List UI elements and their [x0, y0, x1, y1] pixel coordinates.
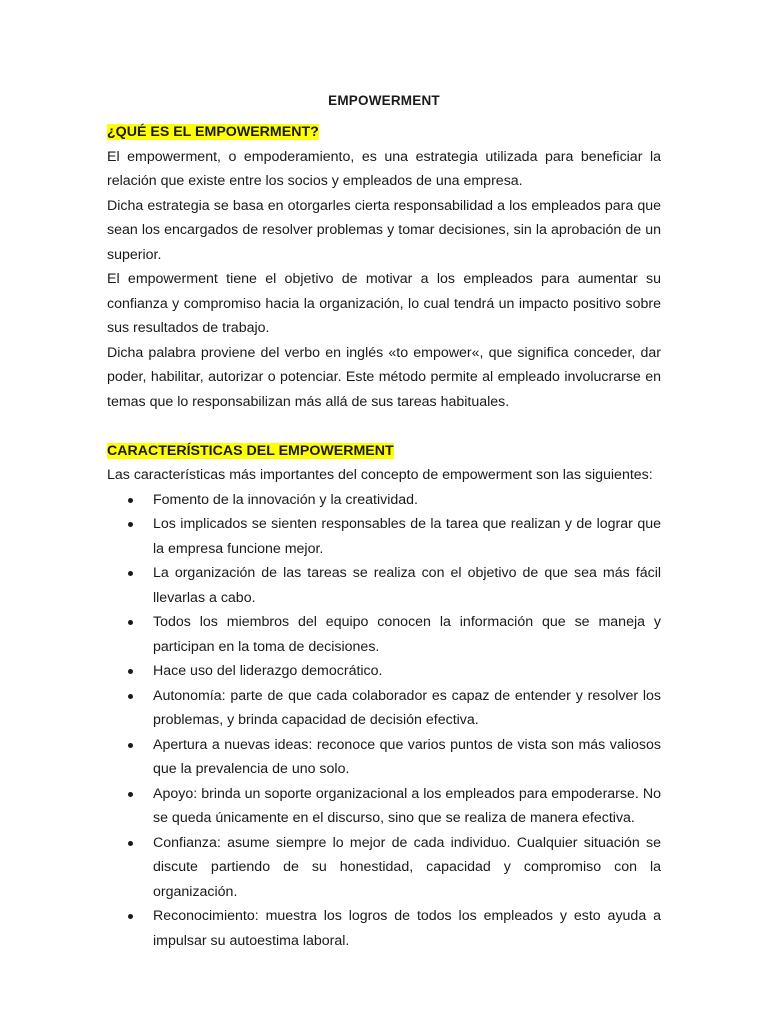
list-item-text: Fomento de la innovación y la creatividad. [153, 491, 418, 508]
characteristics-list [107, 488, 661, 954]
paragraph: Dicha palabra proviene del verbo en inglés «to empower«, que significa conceder, dar poder, habilitar, autorizar o potenciar. Este método permite al empleado involucrarse en temas que lo responsabilizan más allá de sus tareas habituales. [107, 344, 661, 410]
list-item-text: Apertura a nuevas ideas: reconoce que varios puntos de vista son más valiosos que la prevalencia de uno solo. [153, 736, 661, 777]
list-item-text: Autonomía: parte de que cada colaborador es capaz de entender y resolver los problemas, y brinda capacidad de decisión efectiva. [153, 687, 661, 728]
list-item [107, 512, 661, 561]
list-item-text: Todos los miembros del equipo conocen la información que se maneja y participan en la toma de decisiones. [153, 614, 661, 655]
list-item-text: Apoyo: brinda un soporte organizacional a los empleados para empoderarse. No se queda únicamente en el discurso, sino que se realiza de manera efectiva. [153, 785, 661, 826]
spacer [107, 414, 661, 439]
bullet-icon [128, 522, 133, 527]
list-item-text: Confianza: asume siempre lo mejor de cada individuo. Cualquier situación se discute partiendo de su honestidad, capacidad y compromiso con la organización. [153, 834, 661, 900]
bullet-icon [128, 498, 133, 503]
bullet-icon [128, 914, 133, 919]
highlighted-heading-text: CARACTERÍSTICAS DEL EMPOWERMENT [107, 442, 394, 459]
list-item [107, 684, 661, 733]
bullet-icon [128, 669, 133, 674]
intro-paragraph: Las características más importantes del concepto de empowerment son las siguientes: [107, 467, 653, 483]
list-item [107, 733, 661, 782]
bullet-icon [128, 841, 133, 846]
list-item-text: Los implicados se sienten responsables de la tarea que realizan y de lograr que la empresa funcione mejor. [153, 516, 661, 557]
list-item [107, 831, 661, 905]
list-item-text: La organización de las tareas se realiza con el objetivo de que sea más fácil llevarlas a cabo. [153, 565, 661, 606]
list-item [107, 904, 661, 953]
list-item [107, 659, 661, 684]
list-item-text: Reconocimiento: muestra los logros de todos los empleados y esto ayuda a impulsar su autoestima laboral. [153, 908, 661, 949]
list-item-text: Hace uso del liderazgo democrático. [153, 663, 383, 679]
list-item [107, 782, 661, 831]
paragraph: Dicha estrategia se basa en otorgarles cierta responsabilidad a los empleados para que sean los encargados de resolver problemas y tomar decisiones, sin la aprobación de un superior. [107, 197, 661, 263]
highlighted-heading-text: ¿QUÉ ES EL EMPOWERMENT? [107, 124, 319, 140]
section-heading-what-is [107, 120, 661, 145]
bullet-icon [128, 743, 133, 748]
section-heading-characteristics [107, 439, 661, 464]
list-item [107, 561, 661, 610]
paragraph: El empowerment tiene el objetivo de motivar a los empleados para aumentar su confianza y compromiso hacia la organización, lo cual tendrá un impacto positivo sobre sus resultados de trabajo. [107, 271, 661, 336]
paragraph: El empowerment, o empoderamiento, es una estrategia utilizada para beneficiar la relación que existe entre los socios y empleados de una empresa. [107, 148, 661, 189]
bullet-icon [128, 571, 133, 576]
bullet-icon [128, 620, 133, 625]
document-title: EMPOWERMENT [328, 93, 440, 108]
document-body [107, 120, 661, 953]
list-item [107, 488, 661, 513]
bullet-icon [128, 694, 133, 699]
bullet-icon [128, 792, 133, 797]
list-item [107, 610, 661, 659]
